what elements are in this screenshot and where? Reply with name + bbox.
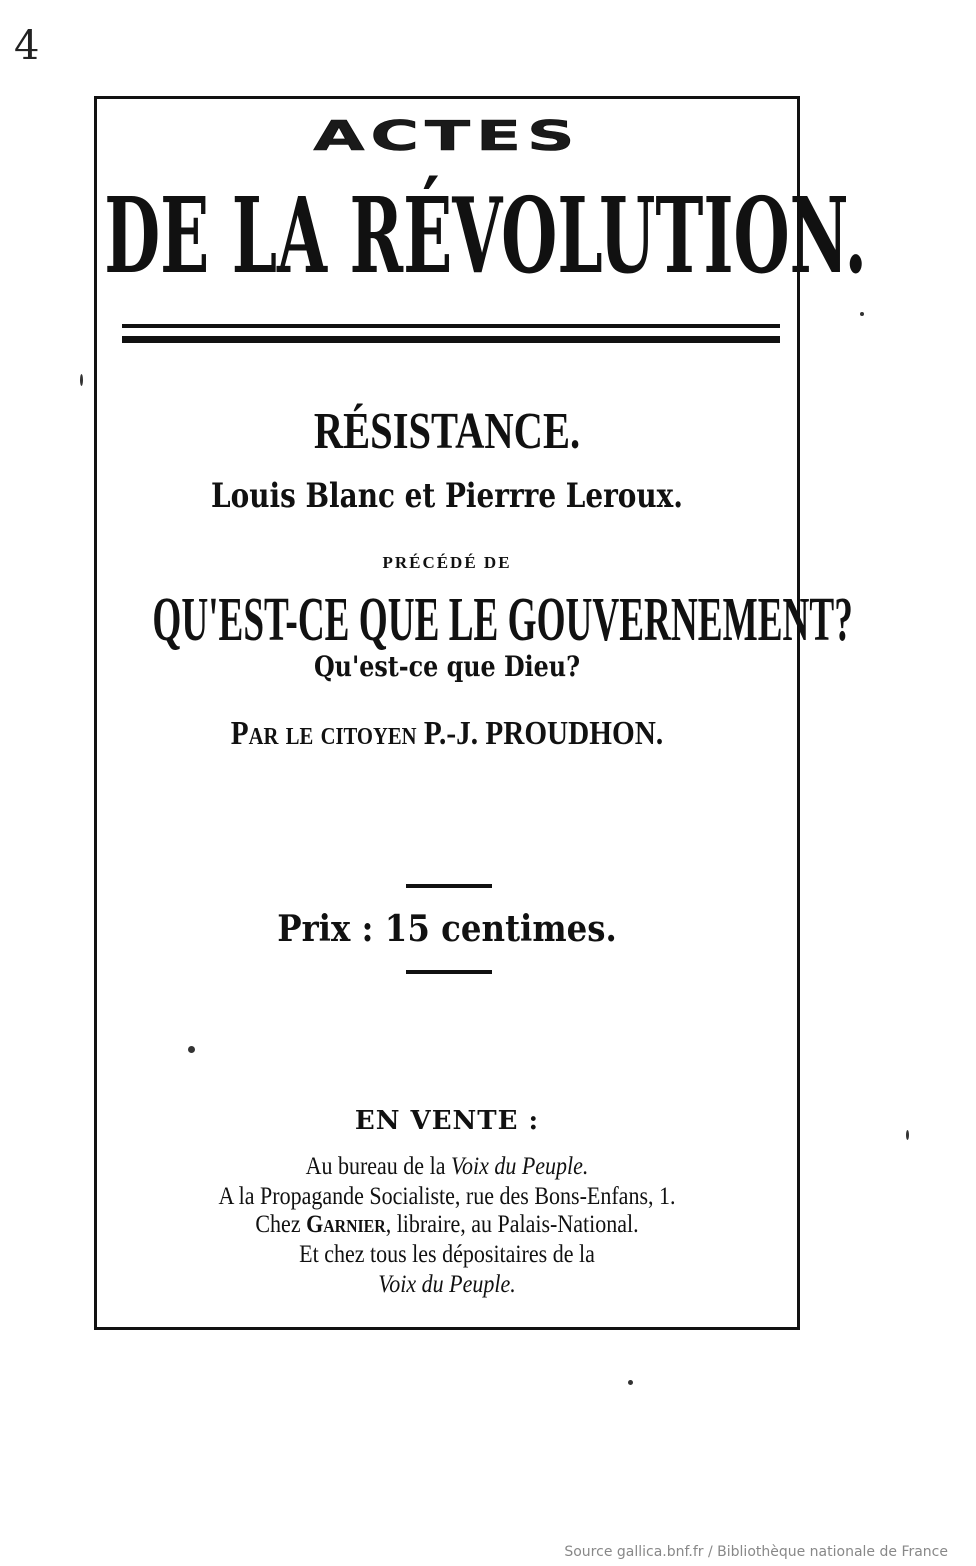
sale-line-1-prefix: Au bureau de la xyxy=(305,1153,451,1180)
question-subheading: Qu'est-ce que Dieu? xyxy=(313,650,581,683)
ink-speck xyxy=(906,1130,909,1140)
double-rule-bottom xyxy=(122,336,780,343)
sale-line-1 xyxy=(136,1152,757,1182)
byline: Par le citoyen P.-J. PROUDHON. xyxy=(230,715,664,752)
price-rule-bottom xyxy=(406,970,492,974)
sale-line-3-suffix: , libraire, au Palais-National. xyxy=(385,1211,639,1238)
sale-heading: EN VENTE : xyxy=(354,1106,540,1136)
sale-line-3-name: Garnier xyxy=(306,1211,386,1238)
header-actes: ACTES xyxy=(313,112,581,161)
sale-line-2: A la Propagande Socialiste, rue des Bons-Enfans, 1. xyxy=(218,1183,676,1210)
sale-line-4: Et chez tous les dépositaires de la xyxy=(299,1241,595,1268)
sale-line-3 xyxy=(136,1210,757,1240)
authors-line: Louis Blanc et Pierrre Leroux. xyxy=(211,476,683,516)
sale-line-1-journal: Voix du Peuple. xyxy=(450,1153,589,1180)
ink-speck xyxy=(188,1046,195,1053)
question-heading: QU'EST-CE QUE LE GOUVERNEMENT? xyxy=(152,586,853,654)
source-attribution: Source gallica.bnf.fr / Bibliothèque nationale de France xyxy=(564,1544,948,1560)
resistance-heading: RÉSISTANCE. xyxy=(313,403,581,460)
price-rule-top xyxy=(406,884,492,888)
ink-speck xyxy=(860,312,864,316)
double-rule-top xyxy=(122,324,780,328)
price-text: Prix : 15 centimes. xyxy=(277,908,617,950)
sale-line-5: Voix du Peuple. xyxy=(378,1271,516,1298)
sale-line-3-prefix: Chez xyxy=(255,1211,307,1238)
handwritten-page-mark: 4 xyxy=(14,23,40,69)
ink-speck xyxy=(80,374,83,386)
preceded-by-label: PRÉCÉDÉ DE xyxy=(382,553,512,572)
ink-speck xyxy=(628,1380,633,1385)
header-title: DE LA RÉVOLUTION. xyxy=(104,174,867,297)
